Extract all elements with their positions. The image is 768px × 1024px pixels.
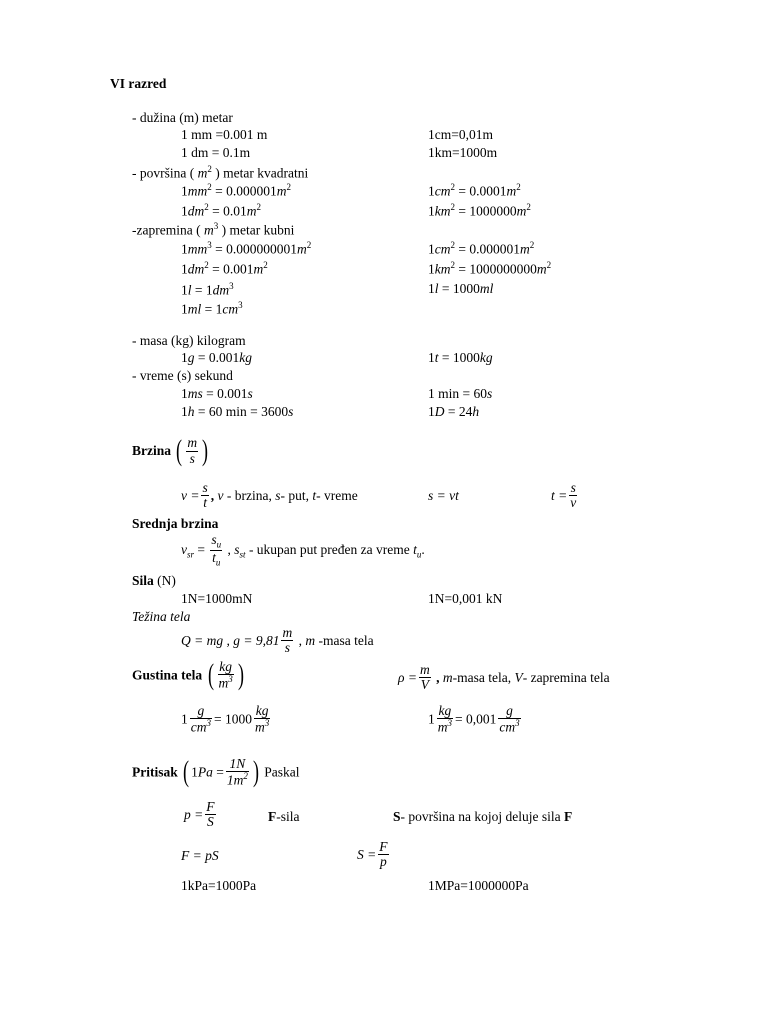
pressure-force-note: F-sila [268,809,300,824]
weight-formula: Q = mg , g = 9,81 $\frac{m}{s}$ , m -masa tela [181,625,374,656]
pressure-row-1b: 1MPa=1000000Pa [428,878,529,893]
time-row-2b: 1D = 24h [428,404,480,419]
mass-row-1: 1g = 0.001kg [181,350,252,365]
volume-row-1: $1mm^3 = 0.000000001m^2$ [181,240,312,257]
avg-speed-heading: Srednja brzina [132,516,219,531]
density-heading: Gustina tela ( $\frac{kg}{m^3}$ ) [132,658,244,692]
mass-row-1b: 1t = 1000kg [428,350,493,365]
pressure-row-1: 1kPa=1000Pa [181,878,257,893]
density-conversion-2: 1 $\frac{kg}{m^3}$ = 0,001 $\frac{g}{cm^3}$ [428,703,520,735]
speed-formula-2: s = vt [428,488,459,503]
area-row-1b: $1cm^2 = 0.0001m^2$ [428,182,521,199]
pressure-heading: Pritisak ( 1Pa = $\frac{1N}{1m^2}$ ) Paskal [132,755,300,789]
volume-row-4: $1ml = 1cm^3$ [181,300,243,317]
weight-heading: Težina tela [132,609,191,624]
volume-row-3b: 1l = 1000ml [428,281,494,296]
pressure-formula-2: F = pS [181,848,219,863]
page-title: VI razred [110,76,167,91]
density-formula: ρ = $\frac{m}{V}$ , m-masa tela, V- zapremina tela [398,662,610,693]
area-row-2: $1dm^2 = 0.01m^2$ [181,202,261,219]
density-conversion-1: 1 $\frac{g}{cm^3}$ = 1000 $\frac{kg}{m^3}$ [181,703,270,735]
pressure-formula-3: S = $\frac{F}{p}$ [357,839,388,870]
time-row-1b: 1 min = 60s [428,386,493,401]
force-heading: Sila (N) [132,573,176,588]
time-row-1: 1ms = 0.001s [181,386,253,401]
speed-formula-1: v = $\frac{s}{t}$ , v - brzina, s- put, t- vreme [181,480,358,511]
volume-row-2b: $1km^2 = 1000000000m^2$ [428,260,552,277]
force-row-1b: 1N=0,001 kN [428,591,503,606]
force-row-1: 1N=1000mN [181,591,253,606]
time-heading: - vreme (s) sekund [132,368,233,383]
pressure-area-note: S- površina na kojoj deluje sila F [393,809,573,824]
length-row-1b: 1cm=0,01m [428,127,493,142]
length-heading: - dužina (m) metar [132,110,233,125]
speed-heading: Brzina ( $\frac{m}{s}$ ) [132,434,209,467]
length-row-1: 1 mm =0.001 m [181,127,268,142]
speed-formula-3: t = $\frac{s}{v}$ [551,480,577,511]
pressure-formula-1: p = $\frac{F}{S}$ [184,799,215,830]
mass-heading: - masa (kg) kilogram [132,333,246,348]
volume-heading: -zapremina ( $m^3$ ) metar kubni [132,221,295,238]
volume-row-2: $1dm^2 = 0.001m^2$ [181,260,268,277]
volume-row-3: $1l = 1dm^3$ [181,281,234,298]
length-row-2b: 1km=1000m [428,145,498,160]
area-row-2b: $1km^2 = 1000000m^2$ [428,202,531,219]
area-heading: - površina ( $m^2$ ) metar kvadratni [132,164,309,181]
area-row-1: $1mm^2 = 0.000001m^2$ [181,182,291,199]
length-row-2: 1 dm = 0.1m [181,145,251,160]
volume-row-1b: $1cm^2 = 0.000001m^2$ [428,240,535,257]
avg-speed-formula: $v_{sr}$ = $\frac{s_u}{t_u}$ , $s_{st}$ - ukupan put pređen za vreme $t_u$. [181,532,425,568]
time-row-2: 1h = 60 min = 3600s [181,404,294,419]
